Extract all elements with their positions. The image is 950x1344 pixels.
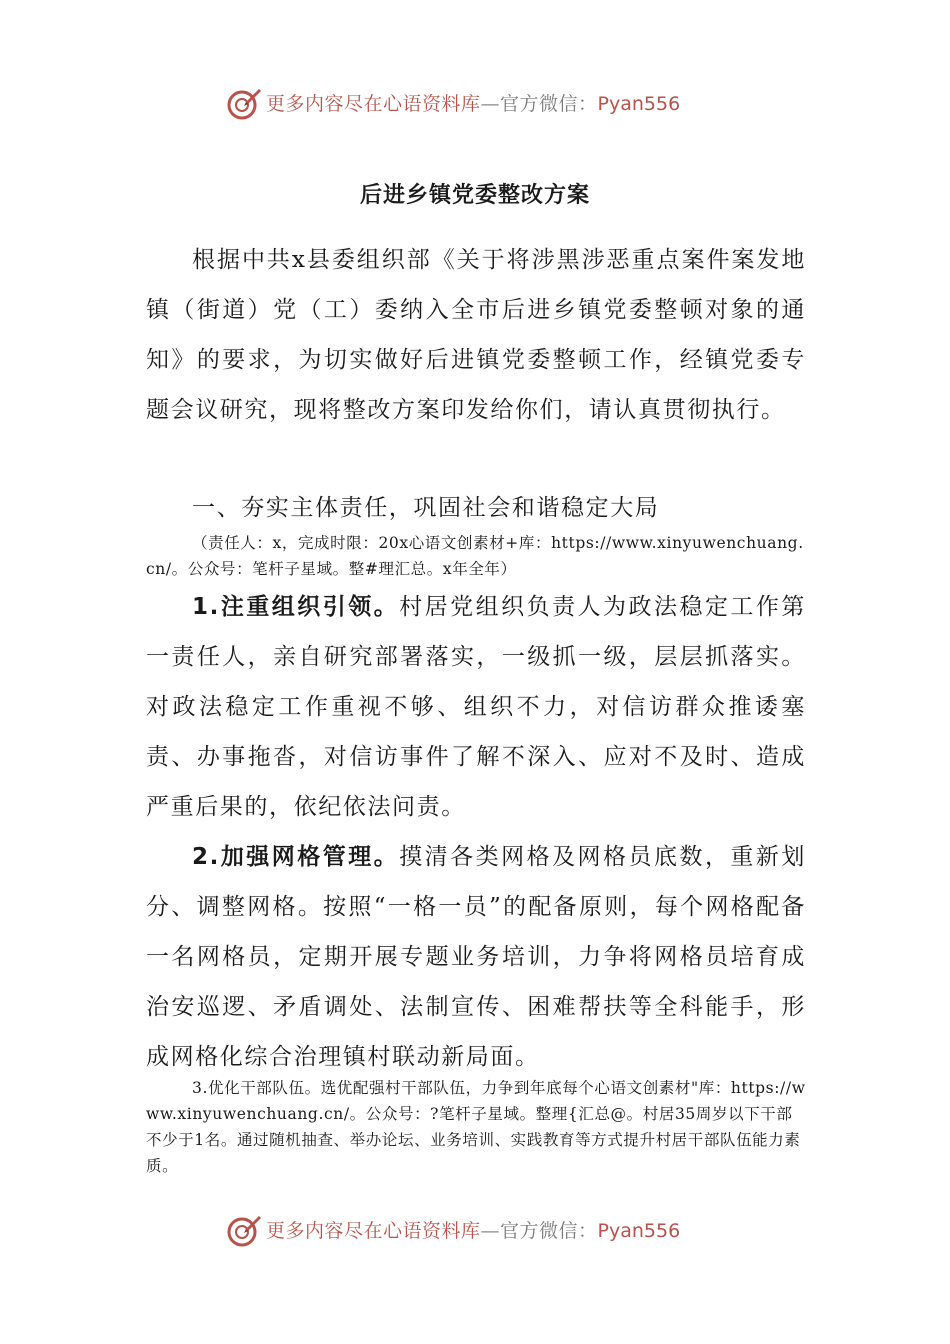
pen-logo-icon bbox=[226, 86, 262, 122]
pen-logo-icon bbox=[226, 1213, 262, 1249]
document-title: 后进乡镇党委整改方案 bbox=[359, 183, 590, 208]
footer-wechat-id: Pyan556 bbox=[597, 1220, 681, 1242]
intro-paragraph: 根据中共x县委组织部《关于将涉黑涉恶重点案件案发地镇（街道）党（工）委纳入全市后进乡镇党委整顿对象的通知》的要求，为切实做好后进镇党委整顿工作，经镇党委专题会议研究，现将整改方案印发给你们，请认真贯彻执行。 bbox=[146, 247, 806, 423]
item-2-paragraph bbox=[146, 832, 806, 1082]
header-wechat-id: Pyan556 bbox=[597, 93, 681, 115]
header-slogan: 更多内容尽在心语资料库 bbox=[266, 93, 481, 115]
section-1-heading: 一、夯实主体责任，巩固社会和谐稳定大局 bbox=[192, 495, 660, 521]
footer-wechat-label: 官方微信： bbox=[500, 1220, 598, 1242]
header-dash: — bbox=[480, 93, 501, 115]
item-2-body: 摸清各类网格及网格员底数，重新划分、调整网格。按照“一格一员”的配备原则，每个网格配备一名网格员，定期开展专题业务培训，力争将网格员培育成治安巡逻、矛盾调处、法制宣传、困难帮扶等全科能手，形成网格化综合治理镇村联动新局面。 bbox=[146, 844, 806, 1070]
header-wechat-label: 官方微信： bbox=[500, 93, 598, 115]
item-1-body: 村居党组织负责人为政法稳定工作第一责任人，亲自研究部署落实，一级抓一级，层层抓落实。对政法稳定工作重视不够、组织不力，对信访群众推诿塞责、办事拖沓，对信访事件了解不深入、应对不及时、造成严重后果的，依纪依法问责。 bbox=[146, 594, 806, 820]
footer-banner bbox=[226, 1211, 746, 1251]
item-3-paragraph: 3.优化干部队伍。选优配强村干部队伍，力争到年底每个心语文创素材"库：https://www.xinyuwenchuang.cn/。公众号：?笔杆子星域。整理{汇总@。村居35周岁以下干部不少于1名。通过随机抽查、举办论坛、业务培训、实践教育等方式提升村居干部队伍能力素质。 bbox=[146, 1079, 806, 1175]
item-2-title: 2.加强网格管理。 bbox=[192, 844, 400, 870]
item-1-title: 1.注重组织引领。 bbox=[192, 594, 400, 620]
footer-dash: — bbox=[480, 1220, 501, 1242]
item-1-paragraph bbox=[146, 582, 806, 832]
section-1-note: （责任人：x，完成时限：20x心语文创素材+库：https://www.xinyuwenchuang.cn/。公众号：笔杆子星域。整#理汇总。x年全年） bbox=[146, 534, 804, 578]
footer-slogan: 更多内容尽在心语资料库 bbox=[266, 1220, 481, 1242]
header-banner bbox=[226, 84, 746, 124]
